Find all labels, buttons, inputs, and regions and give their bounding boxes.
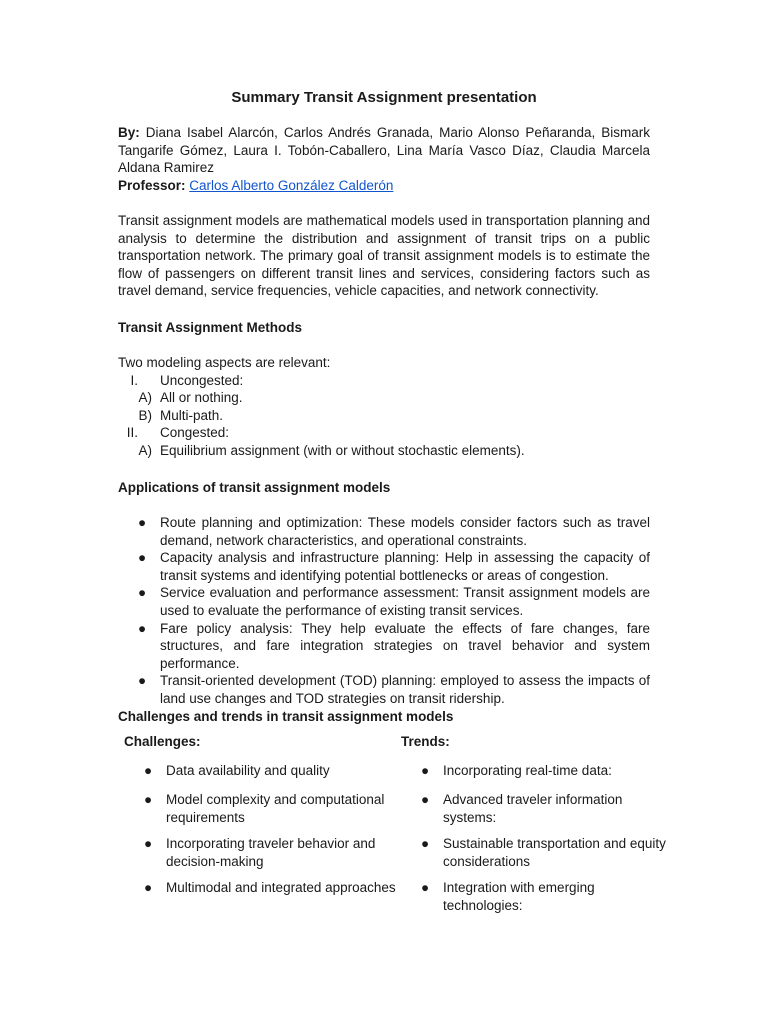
professor-link[interactable]: Carlos Alberto González Calderón	[189, 177, 394, 193]
by-label: By:	[118, 125, 140, 140]
intro-paragraph: Transit assignment models are mathematical models used in transportation planning and analysis to determine the distribution and assignment of transit trips on a public transportation network. The primary goal of transit assignment models is to estimate the flow of passengers on different transit lines and services, considering factors such as travel demand, service frequencies, vehicle capacities, and network connectivity.	[118, 213, 650, 299]
list-item-text: Advanced traveler information systems:	[443, 792, 623, 825]
list-item	[118, 549, 650, 584]
list-item	[118, 584, 650, 619]
methods-item-marker: A)	[138, 442, 152, 458]
list-item-text: Data availability and quality	[166, 763, 330, 778]
authors-block	[118, 124, 650, 194]
list-item	[118, 514, 650, 549]
methods-item-text: Uncongested:	[160, 372, 244, 388]
methods-item	[118, 372, 650, 390]
list-item-text: Incorporating real-time data:	[443, 763, 612, 778]
bullet-icon: ●	[138, 673, 147, 689]
list-item	[118, 672, 650, 707]
list-item-text: Route planning and optimization: These models consider factors such as travel demand, network characteristics, and operational constraints.	[160, 515, 650, 548]
methods-item	[118, 424, 650, 442]
methods-item-marker: A)	[138, 390, 152, 406]
methods-item	[118, 389, 650, 407]
list-item-text: Sustainable transportation and equity considerations	[443, 836, 666, 869]
bullet-icon: ●	[144, 880, 153, 895]
author-names: Diana Isabel Alarcón, Carlos Andrés Granada, Mario Alonso Peñaranda, Bismark Tangarife Gómez, Laura I. Tobón-Caballero, Lina María Vasco Díaz, Claudia Marcela Aldana Ramirez	[118, 125, 650, 176]
challenges-heading: Challenges and trends in transit assignment models	[118, 709, 454, 724]
bullet-icon: ●	[138, 515, 147, 530]
methods-lead: Two modeling aspects are relevant:	[118, 355, 331, 370]
bullet-icon: ●	[138, 585, 147, 601]
methods-list	[118, 354, 650, 460]
methods-item	[118, 442, 650, 460]
methods-item	[118, 407, 650, 425]
bullet-icon: ●	[144, 792, 153, 807]
methods-item-text: Congested:	[160, 425, 230, 441]
professor-label: Professor:	[118, 177, 186, 193]
list-item	[118, 620, 650, 673]
bullet-icon: ●	[421, 880, 430, 895]
methods-item-marker: II.	[126, 425, 138, 441]
methods-heading: Transit Assignment Methods	[118, 320, 303, 335]
trends-label: Trends:	[401, 734, 450, 749]
methods-item-text: All or nothing.	[160, 390, 243, 406]
applications-heading: Applications of transit assignment models	[118, 480, 391, 495]
list-item-text: Fare policy analysis: They help evaluate the effects of fare changes, fare structures, and fare integration strategies on travel behavior and system performance.	[160, 620, 650, 671]
challenges-column	[124, 733, 396, 913]
list-item-text: Incorporating traveler behavior and decision-making	[166, 836, 376, 869]
authors-line	[118, 124, 650, 177]
list-item-text: Multimodal and integrated approaches	[166, 880, 396, 895]
bullet-icon: ●	[144, 763, 153, 778]
applications-list	[118, 514, 650, 708]
professor-line	[118, 177, 650, 195]
trends-column	[401, 733, 666, 913]
methods-item-text: Multi-path.	[160, 407, 224, 423]
bullet-icon: ●	[144, 836, 153, 851]
methods-item-text: Equilibrium assignment (with or without stochastic elements).	[160, 442, 525, 458]
challenges-label: Challenges:	[124, 734, 201, 749]
bullet-icon: ●	[138, 550, 147, 566]
bullet-icon: ●	[421, 836, 430, 851]
page-title: Summary Transit Assignment presentation	[231, 89, 537, 106]
methods-item-marker: I.	[130, 372, 138, 388]
list-item-text: Model complexity and computational requirements	[166, 792, 385, 825]
list-item-text: Integration with emerging technologies:	[443, 880, 595, 913]
methods-item-marker: B)	[138, 407, 152, 423]
bullet-icon: ●	[421, 763, 430, 778]
bullet-icon: ●	[421, 792, 430, 807]
list-item-text: Capacity analysis and infrastructure planning: Help in assessing the capacity of transit systems and identifying potential bottlenecks or areas of congestion.	[160, 550, 650, 583]
bullet-icon: ●	[138, 620, 147, 636]
list-item-text: Service evaluation and performance assessment: Transit assignment models are used to evaluate the performance of existing transit services.	[160, 585, 650, 618]
list-item-text: Transit-oriented development (TOD) planning: employed to assess the impacts of land use changes and TOD strategies on transit ridership.	[160, 673, 650, 706]
